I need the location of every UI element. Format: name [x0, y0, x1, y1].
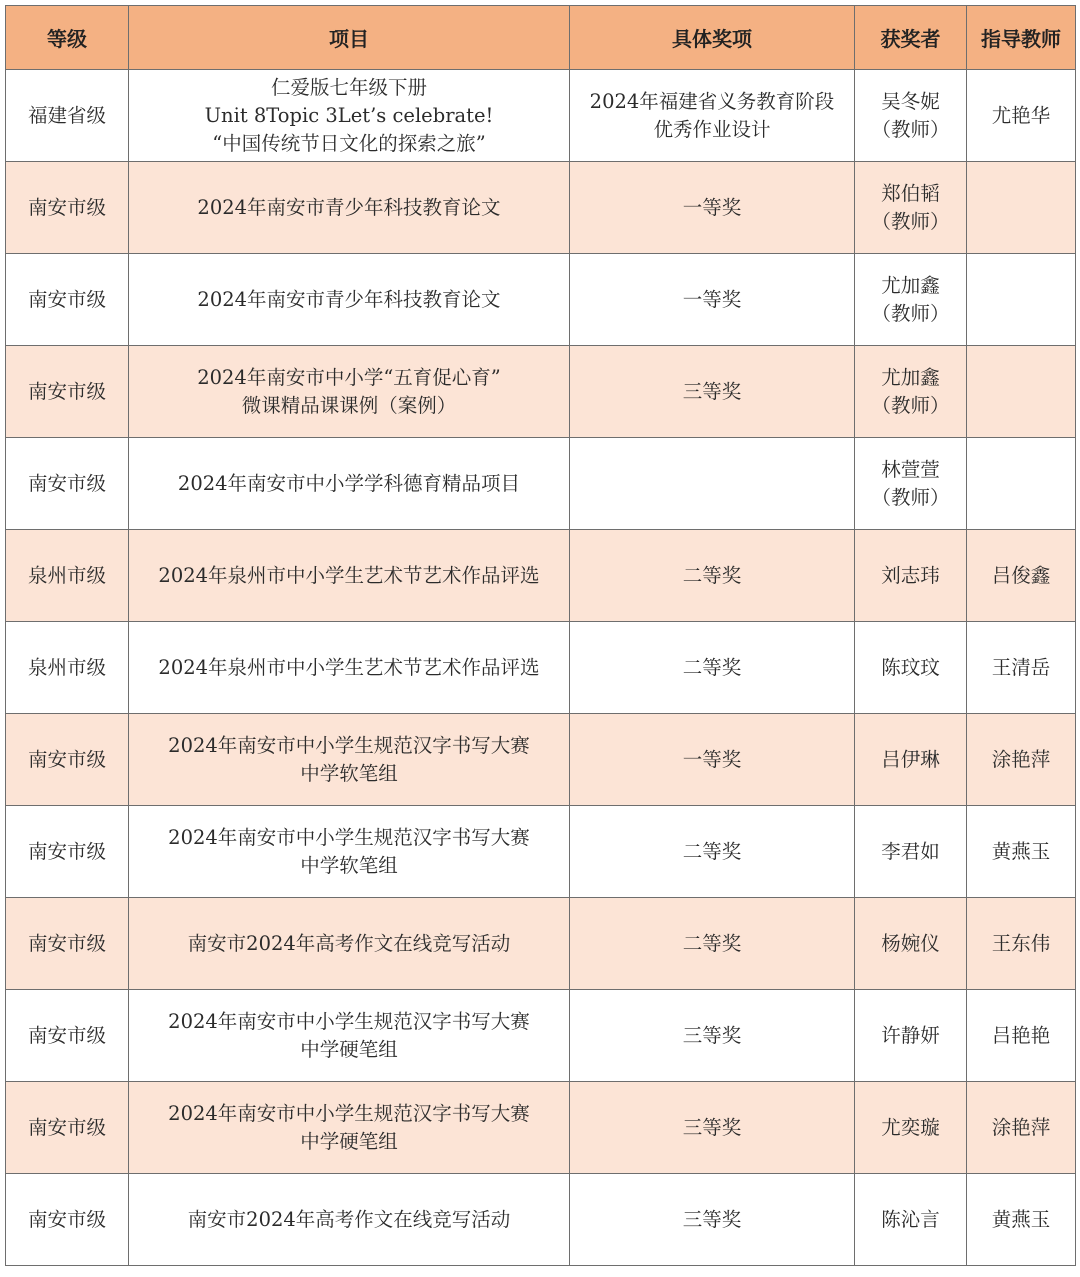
cell-teacher: 黄燕玉 [967, 1174, 1076, 1266]
cell-winner-line: 吴冬妮 [881, 89, 940, 113]
cell-award [570, 254, 855, 346]
cell-project-line: 中学软笔组 [300, 853, 398, 877]
cell-project [129, 162, 570, 254]
cell-award [570, 346, 855, 438]
cell-level: 南安市级 [6, 438, 129, 530]
cell-winner-line: 陈玟玟 [881, 655, 940, 679]
cell-winner-line: 吕伊琳 [881, 747, 940, 771]
cell-teacher [967, 162, 1076, 254]
header-award: 具体奖项 [570, 6, 855, 70]
cell-winner [855, 346, 967, 438]
cell-project [129, 898, 570, 990]
cell-award-line: 二等奖 [682, 655, 742, 679]
cell-project-line: 中学软笔组 [300, 761, 398, 785]
cell-teacher: 王清岳 [967, 622, 1076, 714]
cell-winner [855, 622, 967, 714]
table-row [6, 70, 1076, 162]
cell-level: 南安市级 [6, 898, 129, 990]
cell-winner [855, 254, 967, 346]
cell-project-line: 2024年南安市中小学生规范汉字书写大赛 [168, 1009, 530, 1033]
cell-winner [855, 990, 967, 1082]
cell-project [129, 1174, 570, 1266]
cell-award [570, 438, 855, 530]
cell-project [129, 990, 570, 1082]
cell-winner [855, 1174, 967, 1266]
cell-level: 南安市级 [6, 806, 129, 898]
cell-teacher [967, 438, 1076, 530]
cell-winner-line: （教师） [871, 301, 950, 325]
cell-winner-line: 陈沁言 [881, 1207, 940, 1231]
cell-project [129, 806, 570, 898]
cell-project-line: 仁爱版七年级下册 [270, 75, 427, 99]
awards-table-container [5, 5, 1076, 1266]
cell-project [129, 254, 570, 346]
cell-award-line: 三等奖 [682, 1115, 742, 1139]
cell-teacher: 王东伟 [967, 898, 1076, 990]
cell-project [129, 530, 570, 622]
table-row [6, 530, 1076, 622]
table-row [6, 714, 1076, 806]
cell-winner-line: （教师） [871, 485, 950, 509]
cell-winner-line: 杨婉仪 [881, 931, 940, 955]
table-row [6, 438, 1076, 530]
cell-project-line: “中国传统节日文化的探索之旅” [212, 131, 486, 155]
cell-winner [855, 530, 967, 622]
table-row [6, 254, 1076, 346]
cell-project-line: 南安市2024年高考作文在线竞写活动 [187, 931, 511, 955]
cell-winner-line: （教师） [871, 209, 950, 233]
cell-teacher: 黄燕玉 [967, 806, 1076, 898]
cell-project-line: 中学硬笔组 [300, 1037, 398, 1061]
cell-teacher: 尤艳华 [967, 70, 1076, 162]
cell-project-line: 2024年南安市中小学学科德育精品项目 [177, 471, 521, 495]
cell-project-line: 2024年泉州市中小学生艺术节艺术作品评选 [158, 563, 540, 587]
cell-award [570, 162, 855, 254]
cell-project [129, 622, 570, 714]
header-level: 等级 [6, 6, 129, 70]
cell-winner [855, 898, 967, 990]
cell-project-line: 2024年泉州市中小学生艺术节艺术作品评选 [158, 655, 540, 679]
cell-level: 南安市级 [6, 1082, 129, 1174]
cell-award-line: 三等奖 [682, 1023, 742, 1047]
cell-winner-line: 李君如 [881, 839, 940, 863]
cell-winner-line: 刘志玮 [881, 563, 940, 587]
cell-project-line: 2024年南安市青少年科技教育论文 [197, 195, 501, 219]
cell-winner-line: 尤奕璇 [881, 1115, 940, 1139]
cell-winner-line: 许静妍 [881, 1023, 940, 1047]
cell-level: 南安市级 [6, 714, 129, 806]
cell-award-line: 二等奖 [682, 931, 742, 955]
cell-award [570, 990, 855, 1082]
cell-project-line: 2024年南安市中小学生规范汉字书写大赛 [168, 825, 530, 849]
cell-project-line: 2024年南安市中小学生规范汉字书写大赛 [168, 1101, 530, 1125]
cell-winner [855, 806, 967, 898]
cell-award [570, 1174, 855, 1266]
cell-winner-line: （教师） [871, 117, 950, 141]
cell-award-line: 一等奖 [682, 195, 742, 219]
cell-award [570, 898, 855, 990]
cell-winner-line: 林萱萱 [881, 457, 940, 481]
cell-teacher: 吕俊鑫 [967, 530, 1076, 622]
cell-award [570, 622, 855, 714]
cell-award-line: 2024年福建省义务教育阶段 [589, 89, 835, 113]
cell-award [570, 70, 855, 162]
cell-project [129, 714, 570, 806]
cell-winner-line: 郑伯韬 [881, 181, 940, 205]
cell-award [570, 806, 855, 898]
table-row [6, 1174, 1076, 1266]
cell-project [129, 346, 570, 438]
cell-award-line: 二等奖 [682, 839, 742, 863]
table-header [6, 6, 1076, 70]
cell-winner-line: 尤加鑫 [881, 273, 940, 297]
cell-winner [855, 1082, 967, 1174]
cell-level: 南安市级 [6, 1174, 129, 1266]
cell-award-line: 二等奖 [682, 563, 742, 587]
cell-winner-line: （教师） [871, 393, 950, 417]
cell-level: 泉州市级 [6, 530, 129, 622]
cell-project-line: 2024年南安市中小学生规范汉字书写大赛 [168, 733, 530, 757]
cell-teacher [967, 254, 1076, 346]
cell-award-line: 一等奖 [682, 287, 742, 311]
cell-teacher [967, 346, 1076, 438]
cell-winner [855, 714, 967, 806]
table-row [6, 622, 1076, 714]
cell-project-line: 中学硬笔组 [300, 1129, 398, 1153]
cell-award-line: 三等奖 [682, 1207, 742, 1231]
cell-award [570, 530, 855, 622]
cell-award-line: 一等奖 [682, 747, 742, 771]
header-teacher: 指导教师 [967, 6, 1076, 70]
table-row [6, 346, 1076, 438]
cell-level: 南安市级 [6, 990, 129, 1082]
cell-project-line: 2024年南安市青少年科技教育论文 [197, 287, 501, 311]
cell-project-line: Unit 8Topic 3Let’s celebrate! [204, 103, 494, 127]
cell-level: 南安市级 [6, 346, 129, 438]
cell-teacher: 涂艳萍 [967, 1082, 1076, 1174]
header-project: 项目 [129, 6, 570, 70]
cell-winner [855, 438, 967, 530]
header-winner: 获奖者 [855, 6, 967, 70]
cell-teacher: 涂艳萍 [967, 714, 1076, 806]
awards-table [5, 5, 1076, 1266]
table-body [6, 70, 1076, 1266]
cell-award-line: 三等奖 [682, 379, 742, 403]
cell-award [570, 714, 855, 806]
cell-project-line: 2024年南安市中小学“五育促心育” [197, 365, 501, 389]
cell-level: 南安市级 [6, 162, 129, 254]
cell-award-line: 优秀作业设计 [653, 117, 771, 141]
cell-winner [855, 162, 967, 254]
table-row [6, 898, 1076, 990]
table-row [6, 806, 1076, 898]
cell-winner [855, 70, 967, 162]
cell-winner-line: 尤加鑫 [881, 365, 940, 389]
cell-project [129, 70, 570, 162]
cell-teacher: 吕艳艳 [967, 990, 1076, 1082]
cell-project [129, 1082, 570, 1174]
cell-project-line: 南安市2024年高考作文在线竞写活动 [187, 1207, 511, 1231]
cell-project [129, 438, 570, 530]
table-row [6, 990, 1076, 1082]
cell-level: 南安市级 [6, 254, 129, 346]
table-row [6, 1082, 1076, 1174]
cell-level: 泉州市级 [6, 622, 129, 714]
cell-award [570, 1082, 855, 1174]
table-row [6, 162, 1076, 254]
cell-project-line: 微课精品课课例（案例） [241, 393, 457, 417]
header-row [6, 6, 1076, 70]
cell-level: 福建省级 [6, 70, 129, 162]
